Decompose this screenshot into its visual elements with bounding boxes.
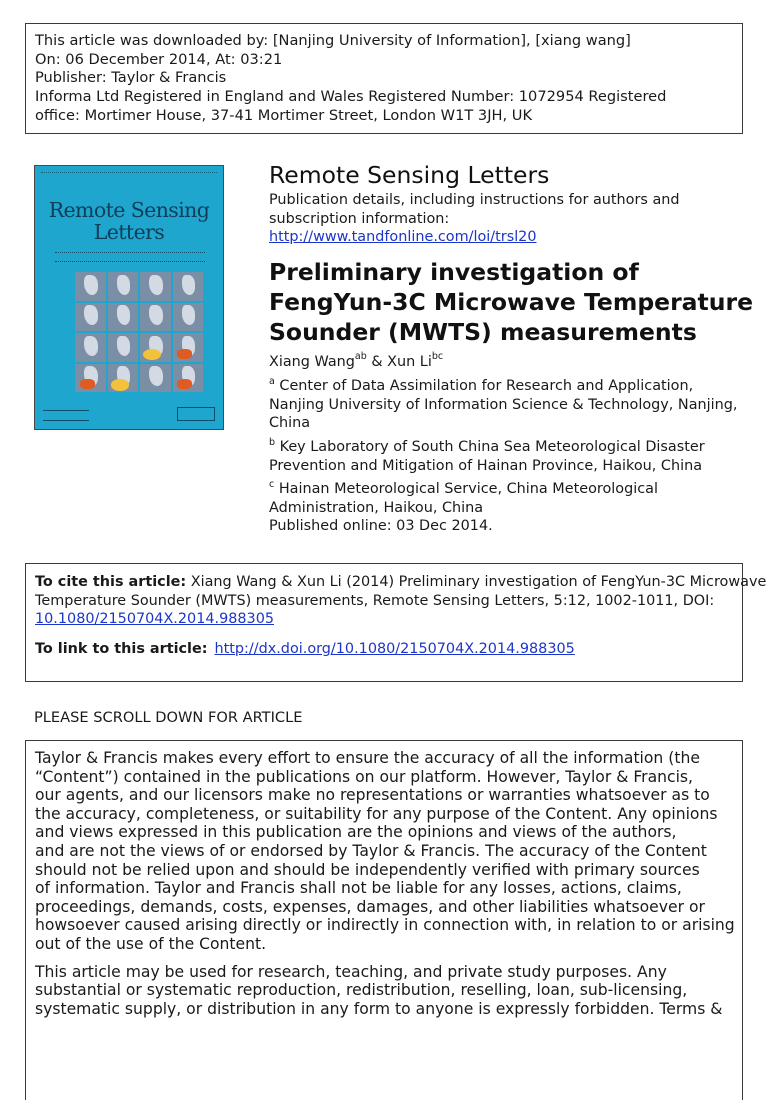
mosaic-tile — [75, 364, 106, 393]
affiliation-a: $^a$ Center of Data Assimilation for Research and Application, Nanjing University of Information Science & Technology, Nanjing, China — [269, 376, 738, 432]
journal-url-link[interactable]: http://www.tandfonline.com/loi/trsl20 — [269, 229, 537, 245]
cover-satellite-mosaic — [75, 272, 203, 392]
author-affiliation-marker: bc — [431, 351, 444, 362]
journal-cover-image — [34, 165, 224, 430]
mosaic-tile — [108, 303, 139, 332]
journal-title: Remote Sensing Letters — [269, 161, 550, 189]
disclaimer-paragraph: This article may be used for research, teaching, and private study purposes. Any substantial or systematic reproduction, redistribution, reselling, loan, sub-licensing, systematic supply, or distribution in any form to anyone is expressly forbidden. Terms & — [35, 962, 723, 1018]
cite-doi-link[interactable]: 10.1080/2150704X.2014.988305 — [35, 611, 275, 628]
author-name: Xiang Wang — [269, 354, 355, 370]
publisher-logo-right — [177, 407, 215, 421]
link-line — [35, 640, 734, 659]
cover-header-strip — [41, 172, 217, 178]
mosaic-tile — [140, 272, 171, 301]
download-notice-line: On: 06 December 2014, At: 03:21 — [35, 50, 283, 68]
mosaic-tile — [173, 364, 204, 393]
affiliation-b: $^b$ Key Laboratory of South China Sea Meteorological Disaster Prevention and Mitigation of Hainan Province, Haikou, China — [269, 437, 705, 474]
download-notice-line: Publisher: Taylor & Francis — [35, 69, 227, 87]
published-date: Published online: 03 Dec 2014. — [269, 518, 493, 534]
publication-details: Publication details, including instructions for authors and subscription information: — [269, 192, 680, 227]
download-notice-line: office: Mortimer House, 37-41 Mortimer Street, London W1T 3JH, UK — [35, 106, 533, 124]
download-notice-line: Informa Ltd Registered in England and Wales Registered Number: 1072954 Registered — [35, 88, 667, 106]
mosaic-tile — [173, 303, 204, 332]
mosaic-tile — [75, 272, 106, 301]
citation-box — [25, 563, 767, 682]
scroll-notice: PLEASE SCROLL DOWN FOR ARTICLE — [34, 709, 303, 726]
download-notice-line: This article was downloaded by: [Nanjing University of Information], [xiang wang] — [35, 32, 631, 49]
mosaic-tile — [140, 364, 171, 393]
article-title: Preliminary investigation of FengYun-3C Microwave Temperature Sounder (MWTS) measurements — [269, 258, 754, 346]
mosaic-tile — [75, 333, 106, 362]
cite-text: To cite this article: Xiang Wang & Xun Li (2014) Preliminary investigation of FengYun-3C Microwave Temperature Sounder (MWTS) measurements, Remote Sensing Letters, 5:12, 1002-1011, DOI: 10.1080/2150704X.2014.988305 — [35, 574, 767, 628]
article-doi-link[interactable]: http://dx.doi.org/10.1080/2150704X.2014.988305 — [214, 640, 575, 657]
mosaic-tile — [173, 272, 204, 301]
affiliation-c: $^c$ Hainan Meteorological Service, China Meteorological Administration, Haikou, China — [269, 479, 658, 516]
cover-title: Remote Sensing Letters — [48, 198, 210, 244]
mosaic-tile — [75, 303, 106, 332]
mosaic-tile — [140, 303, 171, 332]
authors — [269, 352, 443, 372]
disclaimer-box — [25, 740, 743, 1100]
download-notice-box — [25, 23, 743, 134]
author-name: Xun Li — [387, 354, 432, 370]
mosaic-tile — [140, 333, 171, 362]
mosaic-tile — [108, 333, 139, 362]
cover-subtitle-strip — [55, 252, 205, 262]
cite-label: To cite this article: — [35, 574, 187, 590]
publisher-logo-left — [43, 410, 89, 421]
mosaic-tile — [173, 333, 204, 362]
author-affiliation-marker: ab — [354, 351, 367, 362]
author-separator: & — [366, 354, 388, 370]
disclaimer-paragraph: Taylor & Francis makes every effort to ensure the accuracy of all the information (the “Content”) contained in the publications on our platform. However, Taylor & Francis, our agents, and our licensors make no representations or warranties whatsoever as to the accuracy, completeness, or suitability for any purpose of the Content. Any opinions and views expressed in this publication are the opinions and views of the authors, and are not the views of or endorsed by Taylor & Francis. The accuracy of the Content should not be relied upon and should be independently verified with primary sources of information. Taylor and Francis shall not be liable for any losses, actions, claims, proceedings, demands, costs, expenses, damages, and other liabilities whatsoever or howsoever caused arising directly or indirectly in connection with, in relation to or arising out of the use of the Content. — [35, 749, 735, 953]
mosaic-tile — [108, 272, 139, 301]
link-label: To link to this article: — [35, 640, 208, 657]
mosaic-tile — [108, 364, 139, 393]
